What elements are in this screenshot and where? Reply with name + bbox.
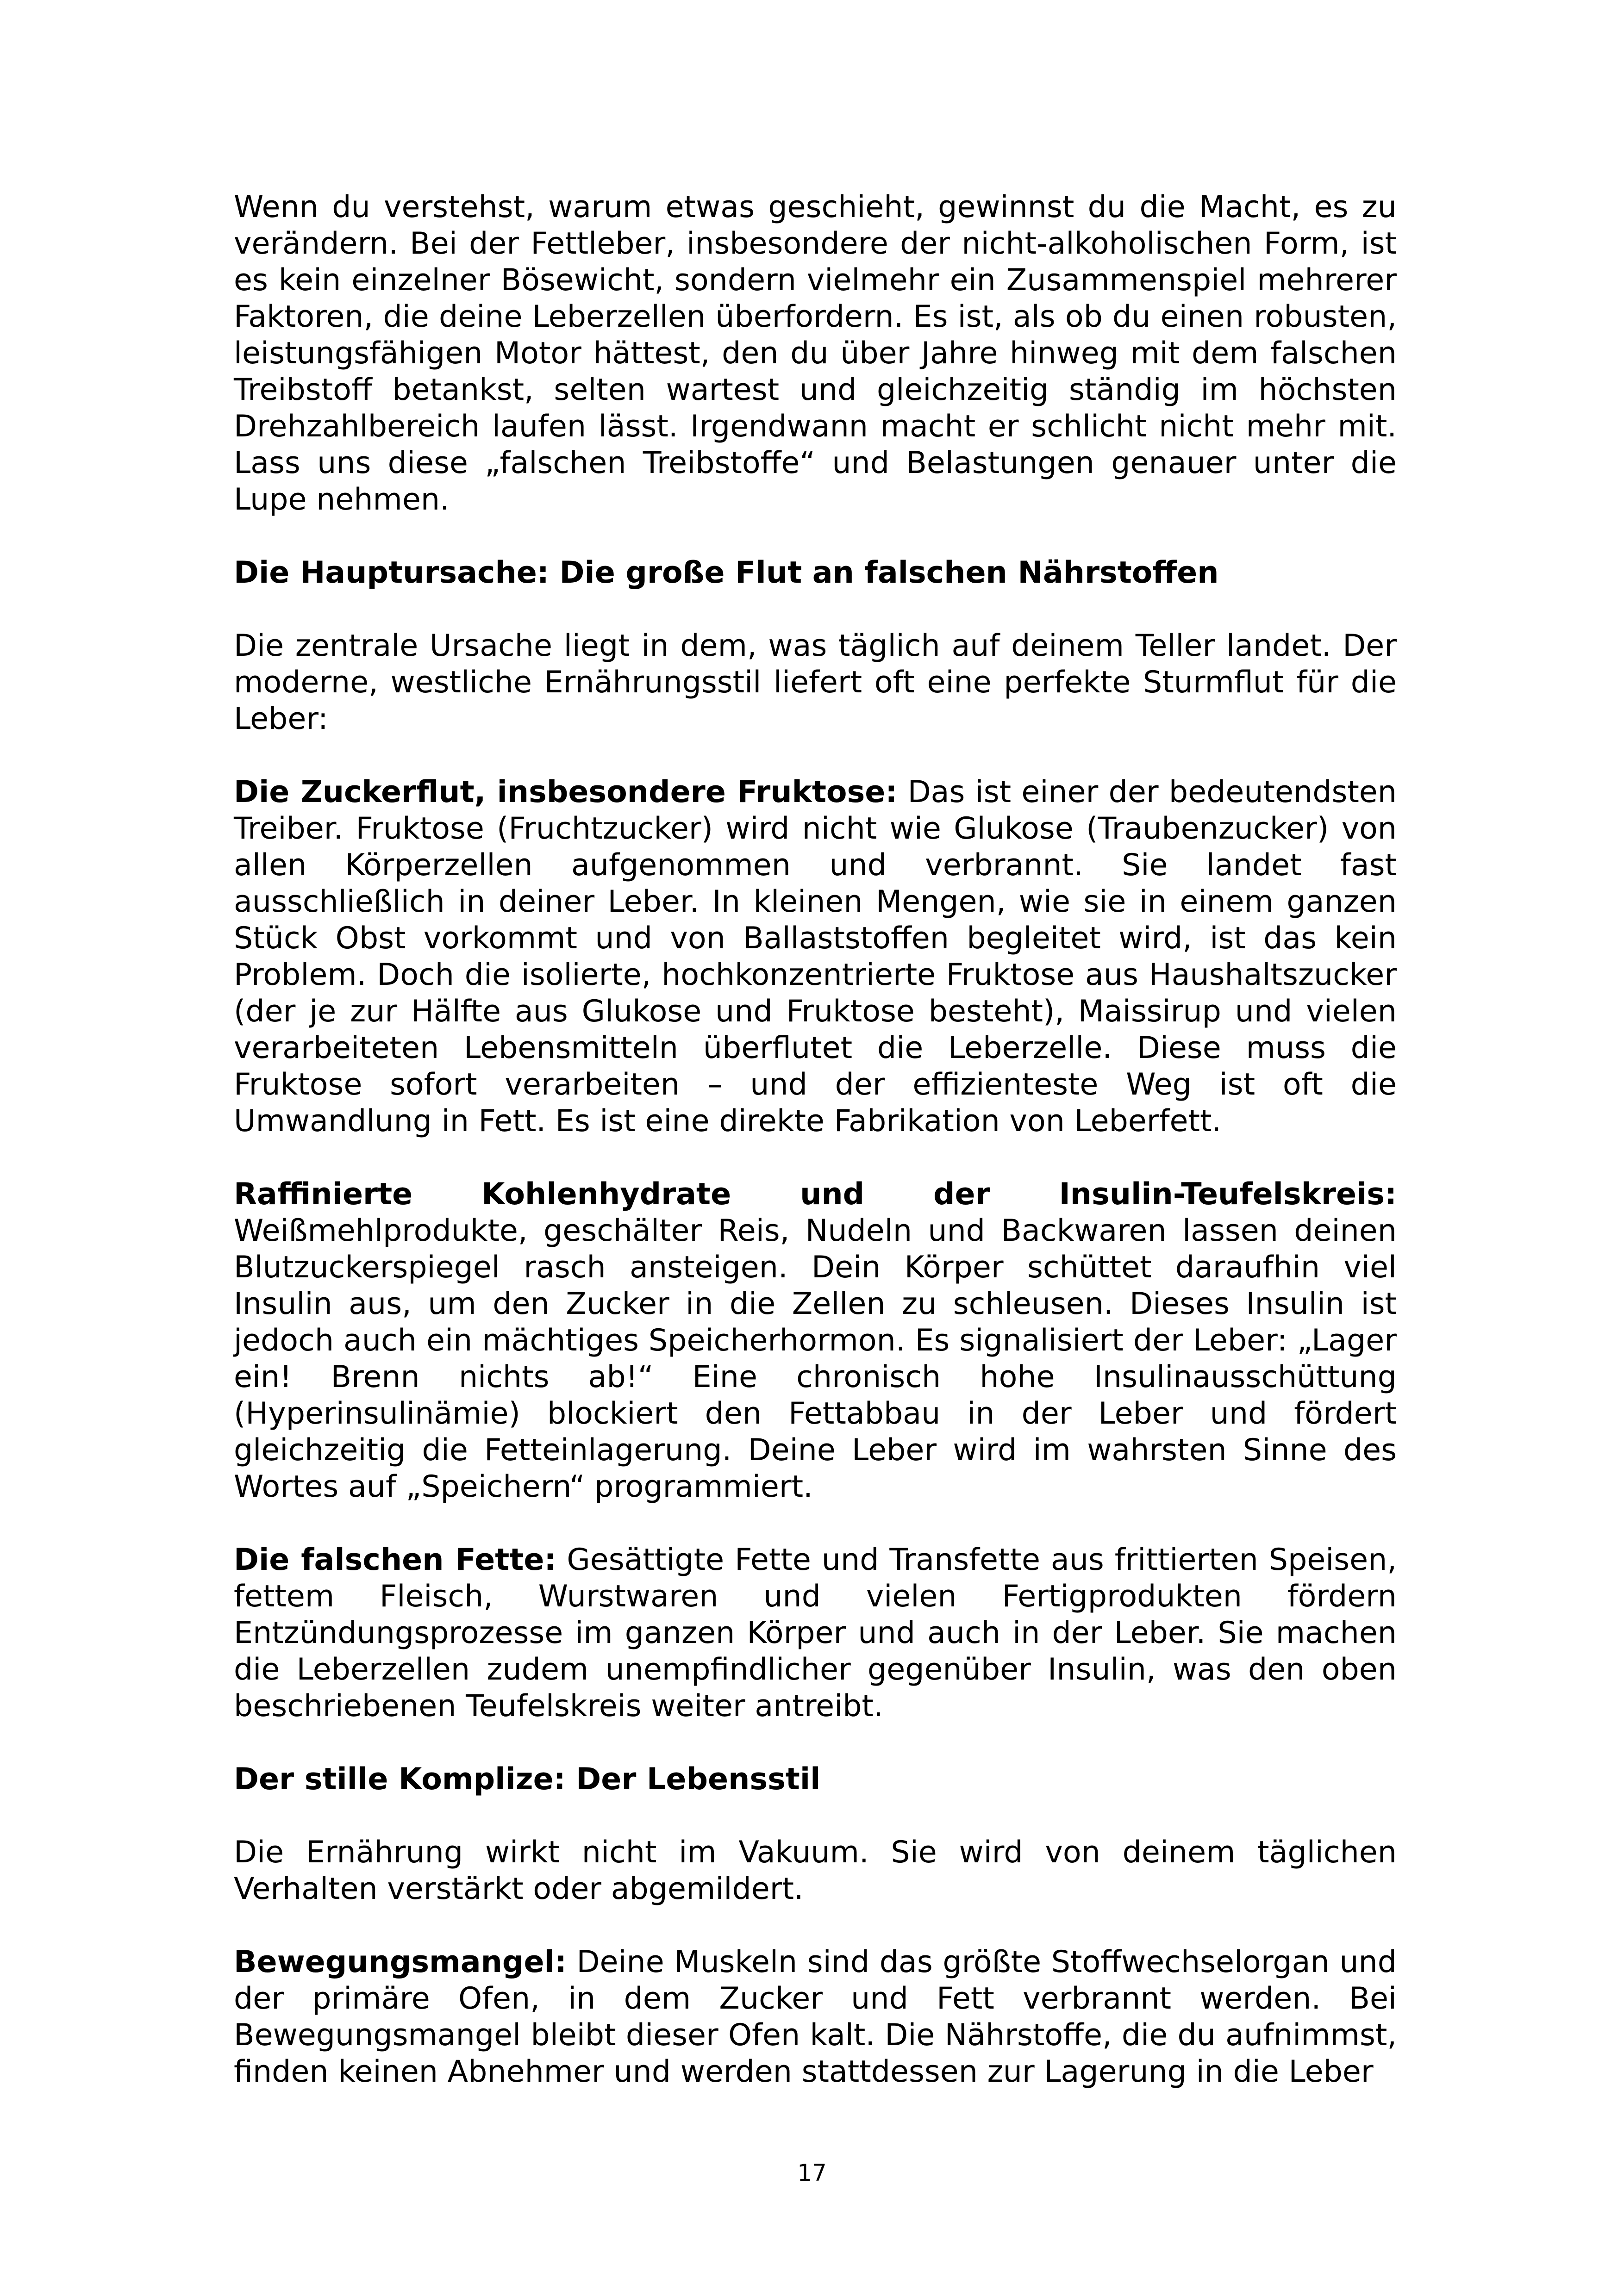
carbs-lead: Raffinierte Kohlenhydrate und der Insulin-Teufelskreis: <box>234 1177 1397 1212</box>
intro-paragraph: Wenn du verstehst, warum etwas geschieht, gewinnst du die Macht, es zu verändern. Bei der Fettleber, insbesondere der nicht-alkoholischen Form, ist es kein einzelner Bösewicht, sondern vielmehr ein Zusammenspiel mehrerer Faktoren, die deine Leberzellen überfordern. Es ist, als ob du einen robusten, leistungsfähigen Motor hättest, den du über Jahre hinweg mit dem falschen Treibstoff betankst, selten wartest und gleichzeitig ständig im höchsten Drehzahlbereich laufen lässt. Irgendwann macht er schlicht nicht mehr mit. Lass uns diese „falschen Treibstoffe“ und Belastungen genauer unter die Lupe nehmen. <box>234 190 1397 517</box>
section-heading-main-cause: Die Hauptursache: Die große Flut an falschen Nährstoffen <box>234 555 1219 590</box>
page-content <box>234 189 1397 2127</box>
page-number: 17 <box>797 2159 827 2186</box>
fats-paragraph <box>234 1542 1397 1724</box>
exercise-paragraph <box>234 1944 1397 2090</box>
exercise-lead: Bewegungsmangel: <box>234 1945 567 1979</box>
fructose-text: Das ist einer der bedeutendsten Treiber. Fruktose (Fruchtzucker) wird nicht wie Glukose (Traubenzucker) von allen Körperzellen aufgenommen und verbrannt. Sie landet fast ausschließlich in deiner Leber. In kleinen Mengen, wie sie in einem ganzen Stück Obst vorkommt und von Ballaststoffen begleitet wird, ist das kein Problem. Doch die isolierte, hochkonzentrierte Fruktose aus Haushaltszucker (der je zur Hälfte aus Glukose und Fruktose besteht), Maissirup und vielen verarbeiteten Lebensmitteln überflutet die Leberzelle. Diese muss die Fruktose sofort verarbeiten – und der effizienteste Weg ist oft die Umwandlung in Fett. Es ist eine direkte Fabrikation von Leberfett. <box>234 775 1397 1139</box>
fats-lead: Die falschen Fette: <box>234 1543 556 1577</box>
fructose-paragraph <box>234 774 1397 1139</box>
fats-text: Gesättigte Fette und Transfette aus frittierten Speisen, fettem Fleisch, Wurstwaren und vielen Fertigprodukten fördern Entzündungsprozesse im ganzen Körper und auch in der Leber. Sie machen die Leberzellen zudem unempfindlicher gegenüber Insulin, was den oben beschriebenen Teufelskreis weiter antreibt. <box>234 1543 1397 1724</box>
main-cause-paragraph: Die zentrale Ursache liegt in dem, was täglich auf deinem Teller landet. Der moderne, westliche Ernährungsstil liefert oft eine perfekte Sturmflut für die Leber: <box>234 628 1397 736</box>
carbs-text: Weißmehlprodukte, geschälter Reis, Nudeln und Backwaren lassen deinen Blutzuckerspiegel rasch ansteigen. Dein Körper schüttet daraufhin viel Insulin aus, um den Zucker in die Zellen zu schleusen. Dieses Insulin ist jedoch auch ein mächtiges Speicherhormon. Es signalisiert der Leber: „Lager ein! Brenn nichts ab!“ Eine chronisch hohe Insulinausschüttung (Hyperinsulinämie) blockiert den Fettabbau in der Leber und fördert gleichzeitig die Fetteinlagerung. Deine Leber wird im wahrsten Sinne des Wortes auf „Speichern“ programmiert. <box>234 1213 1397 1504</box>
lifestyle-paragraph: Die Ernährung wirkt nicht im Vakuum. Sie wird von deinem täglichen Verhalten verstärkt oder abgemildert. <box>234 1835 1397 1906</box>
fructose-lead: Die Zuckerflut, insbesondere Fruktose: <box>234 775 898 809</box>
section-heading-lifestyle: Der stille Komplize: Der Lebensstil <box>234 1762 821 1797</box>
exercise-text: Deine Muskeln sind das größte Stoffwechselorgan und der primäre Ofen, in dem Zucker und Fett verbrannt werden. Bei Bewegungsmangel bleibt dieser Ofen kalt. Die Nährstoffe, die du aufnimmst, finden keinen Abnehmer und werden stattdessen zur Lagerung in die Leber <box>234 1945 1397 2089</box>
carbs-paragraph <box>234 1176 1397 1505</box>
